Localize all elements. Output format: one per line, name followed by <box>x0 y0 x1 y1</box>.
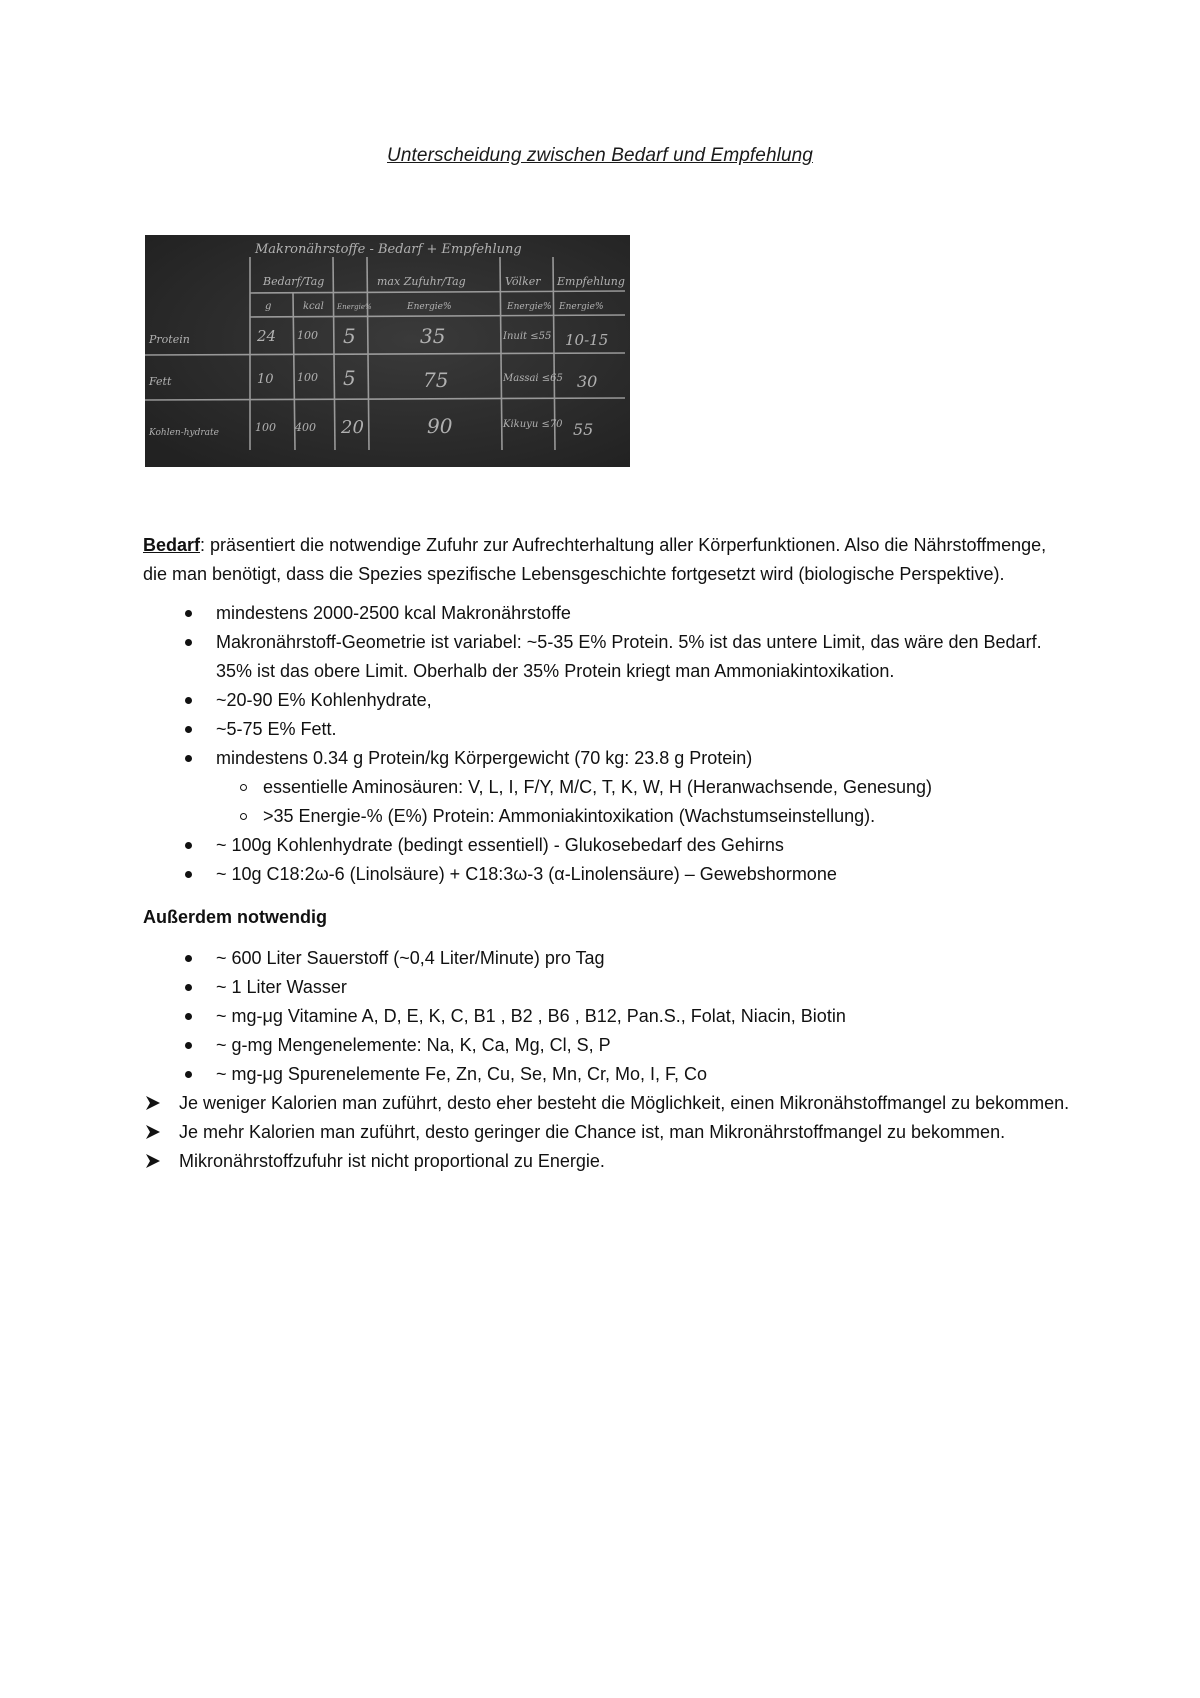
board-protein-min: 5 <box>343 324 356 348</box>
list-item: Je mehr Kalorien man zuführt, desto geringer die Chance ist, man Mikronährstoffmangel zu bekommen. <box>143 1118 1073 1147</box>
bedarf-definition: : präsentiert die notwendige Zufuhr zur Aufrechterhaltung aller Körperfunktionen. Also die Nährstoffmenge, die man benötigt, dass die Spezies spezifische Lebensgeschichte fortgesetzt wird (biologische Perspektive). <box>143 535 1047 584</box>
list-item: ~ mg-μg Spurenelemente Fe, Zn, Cu, Se, Mn, Cr, Mo, I, F, Co <box>143 1060 1073 1089</box>
list-item: Mikronährstoffzufuhr ist nicht proportional zu Energie. <box>143 1147 1073 1176</box>
list-item: Makronährstoff-Geometrie ist variabel: ~5-35 E% Protein. 5% ist das untere Limit, das wäre den Bedarf. 35% ist das obere Limit. Oberhalb der 35% Protein kriegt man Ammoniakintoxikation. <box>143 628 1073 686</box>
bedarf-bullet-list <box>143 599 1073 889</box>
board-fett-kcal: 100 <box>297 371 318 384</box>
bullet-icon <box>185 639 192 646</box>
board-row-kh: Kohlen-hydrate <box>149 428 219 438</box>
list-item: ~ 600 Liter Sauerstoff (~0,4 Liter/Minute) pro Tag <box>143 944 1073 973</box>
board-kh-kcal: 400 <box>295 421 316 434</box>
page-title: Unterscheidung zwischen Bedarf und Empfehlung <box>387 145 813 166</box>
ausserdem-bullet-list <box>143 944 1073 1089</box>
board-fett-empf: 30 <box>577 372 598 391</box>
chalkboard-photo <box>145 235 630 467</box>
board-heading: Makronährstoffe - Bedarf + Empfehlung <box>255 242 522 257</box>
protein-sub-list <box>216 773 1073 831</box>
bullet-icon <box>185 610 192 617</box>
board-row-fett: Fett <box>149 375 172 388</box>
board-col-bedarf: Bedarf/Tag <box>263 275 325 288</box>
bullet-icon <box>185 1071 192 1078</box>
list-item: ~ 10g C18:2ω-6 (Linolsäure) + C18:3ω-3 (α-Linolensäure) – Gewebshormone <box>143 860 1073 889</box>
circle-bullet-icon <box>240 813 247 820</box>
board-kh-empf: 55 <box>573 420 594 439</box>
board-sub-kcal: kcal <box>303 301 324 312</box>
board-col-empfehlung: Empfehlung <box>557 275 625 288</box>
bullet-icon <box>185 1042 192 1049</box>
board-protein-kcal: 100 <box>297 329 318 342</box>
board-fett-min: 5 <box>343 366 356 390</box>
board-sub-g: g <box>265 301 272 312</box>
sub-list-item: >35 Energie-% (E%) Protein: Ammoniakintoxikation (Wachstumseinstellung). <box>143 802 1073 831</box>
list-item: mindestens 2000-2500 kcal Makronährstoffe <box>143 599 1073 628</box>
bullet-icon <box>185 697 192 704</box>
bullet-icon <box>185 755 192 762</box>
sub-list-item: essentielle Aminosäuren: V, L, I, F/Y, M/C, T, K, W, H (Heranwachsende, Genesung) <box>143 773 1073 802</box>
bullet-icon <box>185 842 192 849</box>
board-sub-energie-1: Energie% <box>337 303 372 311</box>
bullet-icon <box>185 726 192 733</box>
bullet-icon <box>185 1013 192 1020</box>
list-item: ~ 1 Liter Wasser <box>143 973 1073 1002</box>
board-row-protein: Protein <box>149 333 190 346</box>
board-col-volker: Völker <box>505 275 541 288</box>
list-item: ~5-75 E% Fett. <box>143 715 1073 744</box>
circle-bullet-icon <box>240 784 247 791</box>
section-heading: Außerdem notwendig <box>143 907 327 927</box>
board-protein-g: 24 <box>257 327 277 345</box>
document-body <box>143 531 1073 1176</box>
conclusion-list <box>143 1089 1073 1176</box>
bullet-icon <box>185 955 192 962</box>
arrowhead-bullet-icon <box>145 1124 161 1140</box>
board-protein-volk: Inuit ≤55 <box>503 331 552 342</box>
board-sub-energie-4: Energie% <box>559 302 604 312</box>
list-item: Je weniger Kalorien man zuführt, desto eher besteht die Möglichkeit, einen Mikronähstoffmangel zu bekommen. <box>143 1089 1073 1118</box>
board-fett-volk: Massai ≤65 <box>503 373 563 384</box>
board-kh-volk: Kikuyu ≤70 <box>503 419 563 430</box>
list-item: ~ mg-μg Vitamine A, D, E, K, C, B1 , B2 , B6 , B12, Pan.S., Folat, Niacin, Biotin <box>143 1002 1073 1031</box>
bullet-icon <box>185 871 192 878</box>
list-item: ~ g-mg Mengenelemente: Na, K, Ca, Mg, Cl, S, P <box>143 1031 1073 1060</box>
board-protein-max: 35 <box>420 324 446 348</box>
list-item: mindestens 0.34 g Protein/kg Körpergewicht (70 kg: 23.8 g Protein) essentielle Aminosäuren: V, L, I, F/Y, M/C, T, K, W, H (Heranwachsende, Genesung) >35 Energie-% (E%) Protein: Ammoniakintoxikation (Wachstumseinstellung). <box>143 744 1073 831</box>
board-kh-g: 100 <box>255 421 276 434</box>
bedarf-paragraph <box>143 531 1073 589</box>
board-kh-min: 20 <box>341 417 364 438</box>
board-fett-g: 10 <box>257 372 274 387</box>
list-item: ~20-90 E% Kohlenhydrate, <box>143 686 1073 715</box>
board-sub-energie-2: Energie% <box>407 302 452 312</box>
board-fett-max: 75 <box>423 368 449 392</box>
arrowhead-bullet-icon <box>145 1095 161 1111</box>
list-item: ~ 100g Kohlenhydrate (bedingt essentiell) - Glukosebedarf des Gehirns <box>143 831 1073 860</box>
board-col-max: max Zufuhr/Tag <box>377 275 466 288</box>
board-kh-max: 90 <box>427 414 453 438</box>
board-protein-empf: 10-15 <box>565 331 609 349</box>
bullet-icon <box>185 984 192 991</box>
bedarf-term: Bedarf <box>143 535 201 555</box>
arrowhead-bullet-icon <box>145 1153 161 1169</box>
board-sub-energie-3: Energie% <box>507 302 552 312</box>
